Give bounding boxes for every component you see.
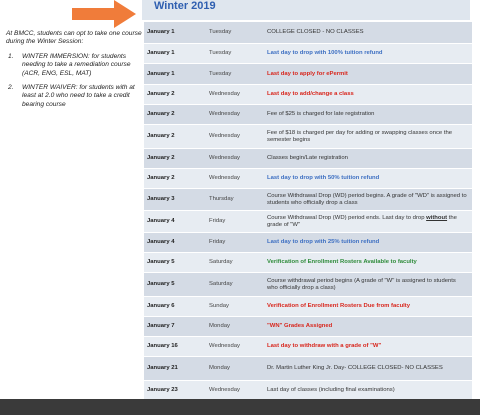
table-row xyxy=(144,189,472,211)
row-day: Wednesday xyxy=(209,343,241,349)
row-date: January 3 xyxy=(147,196,175,202)
table-row xyxy=(144,149,472,169)
row-date: January 7 xyxy=(147,323,175,329)
schedule-table xyxy=(144,22,472,401)
table-row xyxy=(144,381,472,401)
note-item xyxy=(6,53,144,78)
row-date: January 2 xyxy=(147,175,175,181)
sidebar-notes xyxy=(6,30,144,115)
row-day: Monday xyxy=(209,323,230,329)
note-text: WINTER WAIVER: for students with at least at 2.0 who need to take a credit bearing course xyxy=(22,84,135,108)
row-date: January 4 xyxy=(147,239,175,245)
row-event: "WN" Grades Assigned xyxy=(267,323,333,329)
row-day: Monday xyxy=(209,365,230,371)
row-event: Last day to drop with 25% tuition refund xyxy=(267,239,380,245)
row-event: Dr. Martin Luther King Jr. Day- COLLEGE CLOSED- NO CLASSES xyxy=(267,365,443,371)
table-row xyxy=(144,357,472,381)
row-day: Saturday xyxy=(209,281,233,287)
row-day: Wednesday xyxy=(209,387,241,393)
bottom-bar xyxy=(0,399,480,415)
table-row xyxy=(144,44,472,64)
row-date: January 4 xyxy=(147,218,175,224)
row-date: January 2 xyxy=(147,111,175,117)
row-event: Last day of classes (including final examinations) xyxy=(267,387,395,393)
row-date: January 5 xyxy=(147,259,175,265)
row-date: January 1 xyxy=(147,70,175,77)
row-day: Friday xyxy=(209,239,226,245)
orange-arrow-icon xyxy=(72,0,136,28)
row-date: January 2 xyxy=(147,155,175,161)
table-row xyxy=(144,169,472,189)
row-date: January 21 xyxy=(147,365,178,371)
note-item xyxy=(6,84,144,109)
table-row xyxy=(144,22,472,44)
table-row xyxy=(144,297,472,317)
table-row xyxy=(144,64,472,85)
row-date: January 23 xyxy=(147,387,178,393)
row-event: Course Withdrawal Drop (WD) period begins. A grade of "WD" is assigned to students who officially drop a class xyxy=(267,192,467,206)
table-row xyxy=(144,273,472,297)
row-day: Wednesday xyxy=(209,175,241,181)
row-event: Fee of $25 is charged for late registration xyxy=(267,111,375,117)
row-event: Last day to withdraw with a grade of "W" xyxy=(267,343,382,349)
table-row xyxy=(144,211,472,233)
page-title: Winter 2019 xyxy=(142,0,470,20)
row-event: Last day to apply for ePermit xyxy=(267,70,348,77)
row-day: Tuesday xyxy=(209,50,232,56)
row-date: January 6 xyxy=(147,303,175,309)
row-event: Fee of $18 is charged per day for adding or swapping classes once the semester begins xyxy=(267,129,453,143)
note-text: WINTER IMMERSION: for students needing to take a remediation course (ACR, ENG, ESL, MAT) xyxy=(22,52,131,77)
row-event: Verification of Enrollment Rosters Due from faculty xyxy=(267,303,411,309)
sidebar-intro: At BMCC, students can opt to take one course during the Winter Session: xyxy=(6,30,142,46)
row-day: Wednesday xyxy=(209,133,241,139)
row-day: Sunday xyxy=(209,303,229,309)
row-date: January 1 xyxy=(147,50,175,56)
table-row xyxy=(144,233,472,253)
row-date: January 5 xyxy=(147,281,175,287)
row-day: Friday xyxy=(209,218,226,224)
row-day: Wednesday xyxy=(209,155,241,161)
row-day: Wednesday xyxy=(209,111,241,117)
row-event: Last day to drop with 50% tuition refund xyxy=(267,175,380,181)
row-day: Tuesday xyxy=(209,29,232,35)
row-event: COLLEGE CLOSED - NO CLASSES xyxy=(267,29,364,35)
row-day: Tuesday xyxy=(209,70,232,77)
row-event: Last day to add/change a class xyxy=(267,91,354,97)
row-event-text: Course Withdrawal Drop (WD) period ends. Last day to drop xyxy=(267,214,427,221)
row-date: January 2 xyxy=(147,91,175,97)
row-event: Last day to drop with 100% tuition refund xyxy=(267,50,383,56)
row-date: January 1 xyxy=(147,29,175,35)
table-row xyxy=(144,337,472,357)
table-row xyxy=(144,253,472,273)
row-event xyxy=(267,215,472,229)
table-row xyxy=(144,125,472,149)
table-row xyxy=(144,85,472,105)
row-event: Course withdrawal period begins (A grade of "W" is assigned to students who officially drop a class) xyxy=(267,277,456,291)
row-day: Thursday xyxy=(209,196,234,202)
table-row xyxy=(144,317,472,337)
row-day: Saturday xyxy=(209,259,233,265)
row-event-text: the grade of "W" xyxy=(267,214,457,228)
row-event: Classes begin/Late registration xyxy=(267,155,348,161)
row-day: Wednesday xyxy=(209,91,241,97)
note-number: 2. xyxy=(8,84,14,92)
note-number: 1. xyxy=(8,52,14,60)
table-row xyxy=(144,105,472,125)
row-date: January 2 xyxy=(147,133,175,139)
row-date: January 16 xyxy=(147,343,178,349)
row-event: Verification of Enrollment Rosters Available to faculty xyxy=(267,259,417,265)
row-event-emphasis: without xyxy=(426,214,448,221)
